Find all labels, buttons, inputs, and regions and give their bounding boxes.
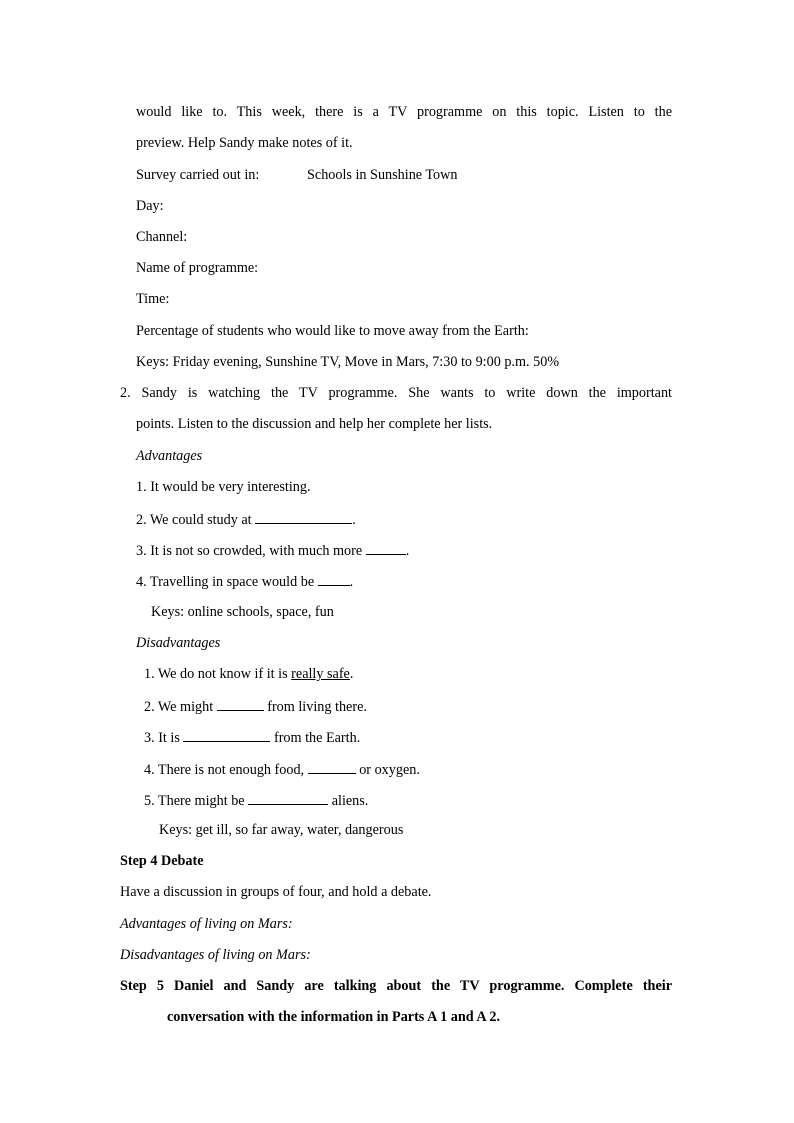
disadvantage-item-2: 2. We might from living there.	[144, 696, 367, 716]
disadvantage-item-3: 3. It is from the Earth.	[144, 727, 360, 747]
disadvantages-keys: Keys: get ill, so far away, water, dangerous	[159, 822, 404, 838]
answer-blank	[366, 540, 406, 555]
advantages-keys: Keys: online schools, space, fun	[151, 604, 334, 620]
survey-label: Survey carried out in:	[136, 167, 260, 183]
disadvantage-item-5: 5. There might be aliens.	[144, 790, 368, 810]
task2-line-1: 2. Sandy is watching the TV programme. She wants to write down the important	[120, 385, 672, 401]
answer-blank	[183, 727, 270, 742]
answer-blank	[308, 759, 356, 774]
channel-label: Channel:	[136, 229, 188, 245]
advantage-item-4: 4. Travelling in space would be .	[136, 571, 353, 591]
intro-line-2: preview. Help Sandy make notes of it.	[136, 135, 353, 151]
step5-line-1: Step 5 Daniel and Sandy are talking about the TV programme. Complete their	[120, 978, 672, 994]
step5-line-2: conversation with the information in Parts A 1 and A 2.	[167, 1009, 501, 1025]
answer-blank	[318, 571, 350, 586]
underlined-answer: really safe	[291, 666, 350, 682]
step4-instruction: Have a discussion in groups of four, and hold a debate.	[120, 884, 432, 900]
step4-disadvantages-label: Disadvantages of living on Mars:	[120, 947, 311, 963]
answer-blank	[255, 509, 352, 524]
advantage-item-1: 1. It would be very interesting.	[136, 479, 311, 495]
disadvantages-heading: Disadvantages	[136, 635, 221, 651]
day-label: Day:	[136, 198, 164, 214]
disadvantage-item-4: 4. There is not enough food, or oxygen.	[144, 759, 420, 779]
answer-blank	[217, 696, 264, 711]
step4-advantages-label: Advantages of living on Mars:	[120, 916, 293, 932]
answer-blank	[248, 790, 328, 805]
programme-name-label: Name of programme:	[136, 260, 259, 276]
time-label: Time:	[136, 291, 170, 307]
task2-line-2: points. Listen to the discussion and help her complete her lists.	[136, 416, 493, 432]
advantages-heading: Advantages	[136, 448, 203, 464]
intro-line-1: would like to. This week, there is a TV programme on this topic. Listen to the	[136, 104, 672, 120]
advantage-item-3: 3. It is not so crowded, with much more .	[136, 540, 409, 560]
disadvantage-item-1: 1. We do not know if it is really safe.	[144, 666, 354, 682]
survey-value: Schools in Sunshine Town	[307, 167, 458, 183]
notes-keys: Keys: Friday evening, Sunshine TV, Move in Mars, 7:30 to 9:00 p.m. 50%	[136, 354, 560, 370]
percentage-label: Percentage of students who would like to move away from the Earth:	[136, 323, 529, 339]
advantage-item-2: 2. We could study at .	[136, 509, 356, 529]
step4-heading: Step 4 Debate	[120, 853, 204, 869]
